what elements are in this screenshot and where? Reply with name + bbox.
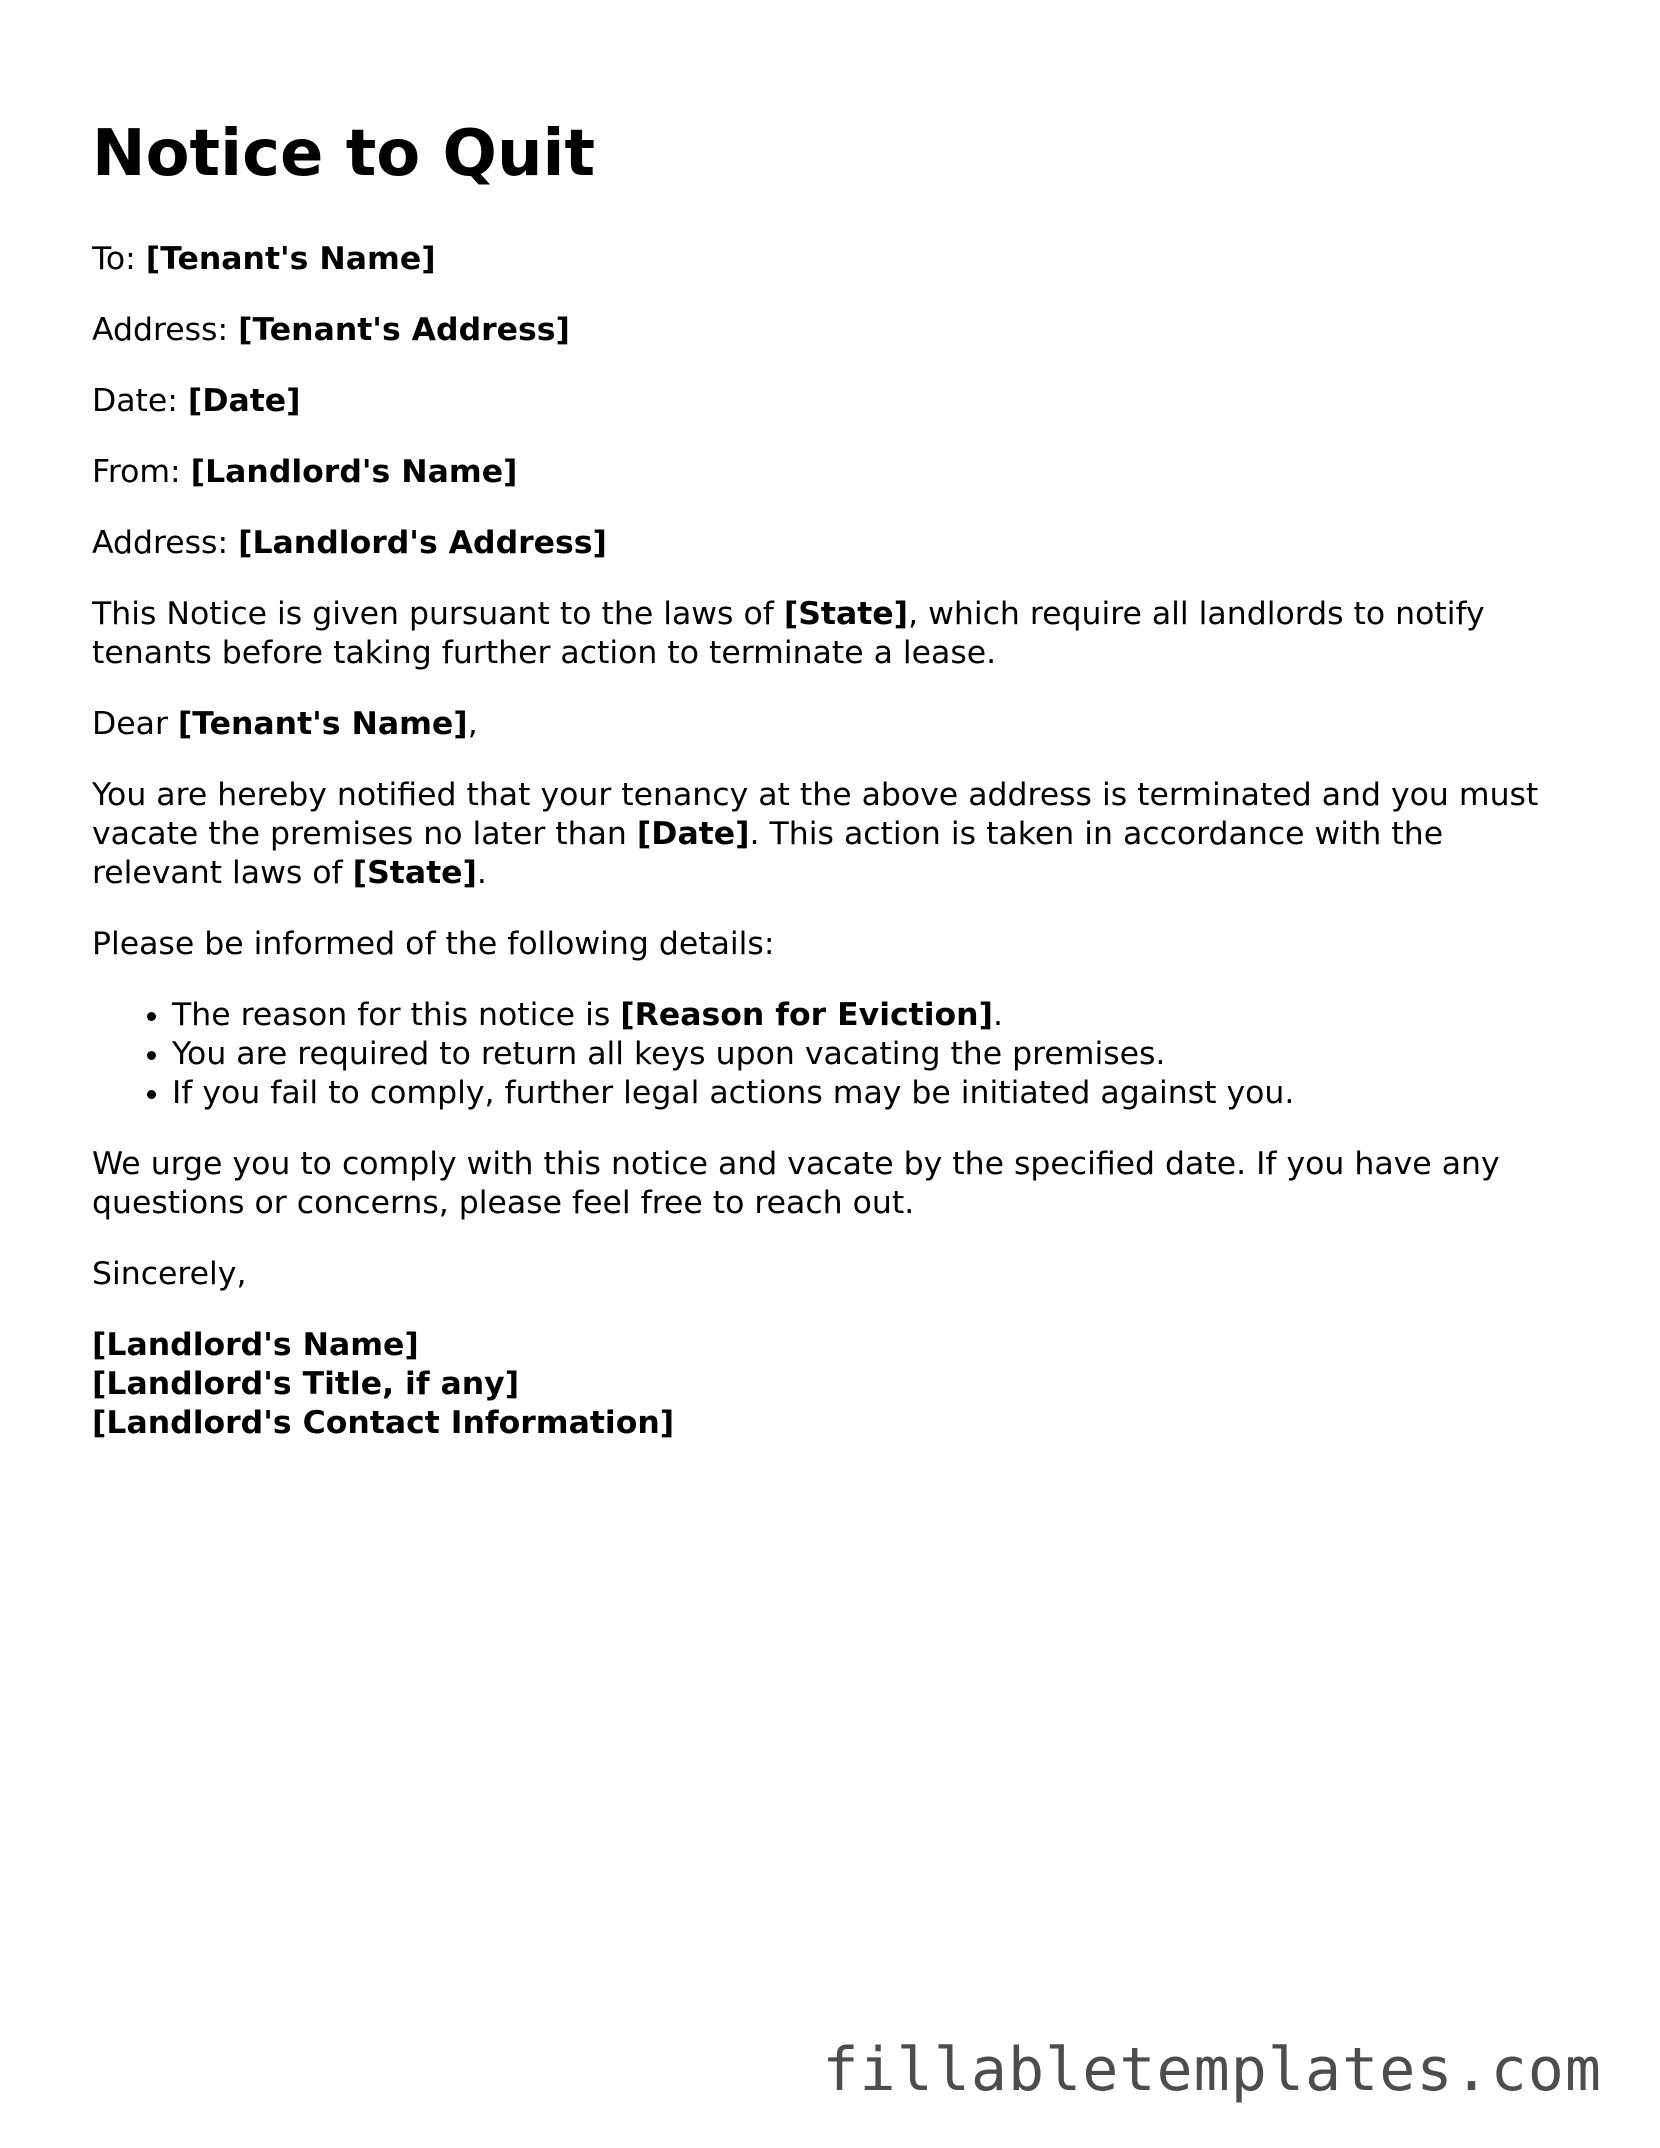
closing-paragraph: We urge you to comply with this notice and vacate by the specified date. If you have any questions or concerns, please feel free to reach out.	[92, 1146, 1500, 1221]
from-label: From:	[92, 454, 191, 490]
salutation-tenant-placeholder: [Tenant's Name]	[177, 706, 468, 742]
document-title: Notice to Quit	[92, 117, 596, 191]
signature-title-placeholder: [Landlord's Title, if any]	[92, 1366, 520, 1402]
to-line	[92, 240, 1572, 279]
salutation	[92, 705, 1572, 744]
details-list	[92, 996, 1572, 1113]
address-label: Address:	[92, 525, 239, 561]
date-line	[92, 382, 1572, 421]
intro-paragraph	[92, 595, 1572, 673]
intro-text-continued: , which require all landlords to notify tenants before taking further action to terminate a lease.	[92, 596, 1485, 671]
signature-block	[92, 1326, 1572, 1443]
site-watermark: fillabletemplates.com	[822, 2035, 1602, 2105]
vacate-date-placeholder: [Date]	[636, 816, 750, 852]
from-line	[92, 453, 1572, 492]
detail-text-end: .	[993, 997, 1004, 1033]
date-placeholder: [Date]	[187, 383, 301, 419]
list-item: • You are required to return all keys upon vacating the premises.	[172, 1035, 1572, 1074]
intro-text: This Notice is given pursuant to the laws of	[92, 596, 784, 632]
salutation-label: Dear	[92, 706, 178, 742]
salutation-comma: ,	[467, 706, 478, 742]
details-intro: Please be informed of the following details:	[92, 926, 775, 962]
date-label: Date:	[92, 383, 188, 419]
sign-off: Sincerely,	[92, 1256, 247, 1292]
reason-placeholder: [Reason for Eviction]	[620, 997, 993, 1033]
signature-name-placeholder: [Landlord's Name]	[92, 1327, 419, 1363]
signature-contact-placeholder: [Landlord's Contact Information]	[92, 1405, 675, 1441]
landlord-address-placeholder: [Landlord's Address]	[238, 525, 607, 561]
detail-text: The reason for this notice is	[172, 997, 621, 1033]
tenant-address-line	[92, 311, 1572, 350]
tenant-address-placeholder: [Tenant's Address]	[238, 312, 570, 348]
address-label: Address:	[92, 312, 239, 348]
list-item	[172, 996, 1572, 1035]
state-placeholder: [State]	[783, 596, 909, 632]
document-body	[92, 240, 1572, 1475]
termination-text-continued: . This action is taken in accordance with the relevant laws of	[92, 816, 1444, 891]
landlord-address-line	[92, 524, 1572, 563]
list-item: • If you fail to comply, further legal actions may be initiated against you.	[172, 1074, 1572, 1113]
tenant-name-placeholder: [Tenant's Name]	[145, 241, 436, 277]
landlord-name-placeholder: [Landlord's Name]	[190, 454, 518, 490]
termination-text: You are hereby notified that your tenancy at the above address is terminated and you must vacate the premises no later than	[92, 777, 1539, 852]
termination-paragraph	[92, 776, 1572, 893]
state-placeholder: [State]	[352, 855, 477, 891]
to-label: To:	[92, 241, 146, 277]
termination-text-end: .	[476, 855, 487, 891]
